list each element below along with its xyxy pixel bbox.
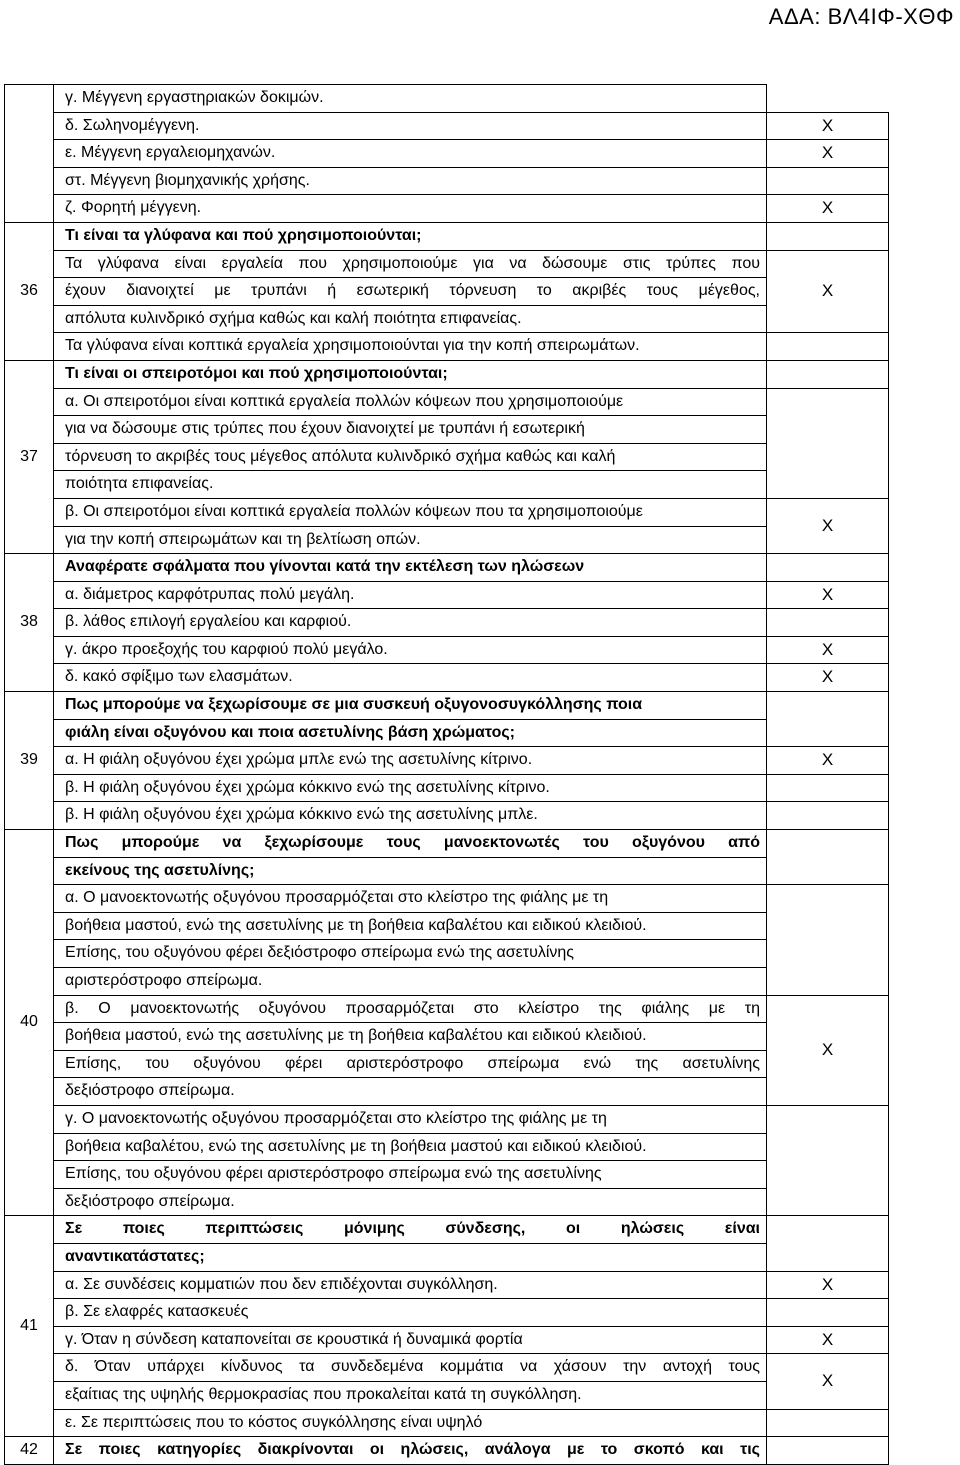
answer-line: β. Η φιάλη οξυγόνου έχει χρώμα κόκκινο ενώ της ασετυλίνης μπλε. <box>65 806 538 824</box>
correct-answer-mark: Χ <box>767 636 889 664</box>
answer-line: ε. Σε περιπτώσεις που το κόστος συγκόλλησης είναι υψηλό <box>65 1413 483 1431</box>
table-row <box>5 1078 889 1106</box>
table-row <box>5 719 889 747</box>
table-row <box>5 1354 889 1382</box>
table-row <box>5 1271 889 1299</box>
answer-text <box>54 250 767 278</box>
answer-line: στ. Μέγγενη βιομηχανικής χρήσης. <box>65 171 310 189</box>
answer-line: Επίσης, του οξυγόνου φέρει αριστερόστροφο σπείρωμα ενώ της ασετυλίνης <box>65 1054 760 1072</box>
table-row <box>5 112 889 140</box>
table-row <box>5 360 889 388</box>
table-row <box>5 1216 889 1244</box>
table-row <box>5 222 889 250</box>
question-text <box>54 857 767 885</box>
answer-line: απόλυτα κυλινδρικό σχήμα καθώς και καλή ποιότητα επιφανείας. <box>65 309 522 327</box>
answer-text <box>54 388 767 416</box>
table-row <box>5 1381 889 1409</box>
answer-text <box>54 774 767 802</box>
answer-text <box>54 85 767 113</box>
table-row <box>5 995 889 1023</box>
answer-line: γ. Μέγγενη εργαστηριακών δοκιμών. <box>65 89 324 106</box>
table-row <box>5 250 889 278</box>
answer-line: ποιότητα επιφανείας. <box>65 475 214 493</box>
answer-text <box>54 140 767 168</box>
table-row <box>5 1299 889 1327</box>
correct-answer-mark: Χ <box>767 747 889 775</box>
correct-answer-mark: Χ <box>767 1354 889 1409</box>
question-line: εκείνους της ασετυλίνης; <box>65 861 255 879</box>
answer-line: Επίσης, του οξυγόνου φέρει δεξιόστροφο σπείρωμα ενώ της ασετυλίνης <box>65 944 574 962</box>
answer-line: αριστερόστροφο σπείρωμα. <box>65 972 263 989</box>
table-row <box>5 857 889 885</box>
table-row <box>5 609 889 637</box>
table-row <box>5 1105 889 1133</box>
table-row <box>5 305 889 333</box>
answer-text <box>54 305 767 333</box>
table-row <box>5 278 889 306</box>
correct-answer-mark: Χ <box>767 112 889 140</box>
correct-answer-mark <box>767 830 889 885</box>
answer-line: δ. Σωληνομέγγενη. <box>65 116 200 134</box>
correct-answer-mark <box>767 554 889 582</box>
table-row <box>5 333 889 361</box>
answer-line: β. Η φιάλη οξυγόνου έχει χρώμα κόκκινο ενώ της ασετυλίνης κίτρινο. <box>65 778 550 796</box>
question-number: 37 <box>5 360 54 553</box>
correct-answer-mark <box>767 360 889 388</box>
table-row <box>5 1188 889 1216</box>
table-row <box>5 471 889 499</box>
table-row <box>5 526 889 554</box>
answer-text <box>54 1354 767 1382</box>
table-row <box>5 830 889 858</box>
question-line: αναντικατάστατες; <box>65 1247 205 1265</box>
answer-line: δ. Όταν υπάρχει κίνδυνος τα συνδεδεμένα κομμάτια να χάσουν την αντοχή τους <box>65 1358 760 1376</box>
answer-text <box>54 1326 767 1354</box>
answer-line: τόρνευση το ακριβές τους μέγεθος απόλυτα κυλινδρικό σχήμα καθώς και καλή <box>65 447 616 465</box>
question-line: Τι είναι τα γλύφανα και πού χρησιμοποιούνται; <box>65 226 422 244</box>
question-text <box>54 360 767 388</box>
answer-text <box>54 1133 767 1161</box>
answer-text <box>54 802 767 830</box>
table-row <box>5 940 889 968</box>
question-line: Πως μπορούμε να ξεχωρίσουμε σε μια συσκευή οξυγονοσυγκόλλησης ποια <box>65 696 643 714</box>
answer-line: Τα γλύφανα είναι κοπτικά εργαλεία χρησιμοποιούνται για την κοπή σπειρωμάτων. <box>65 337 640 355</box>
answer-text <box>54 416 767 444</box>
question-number: 39 <box>5 692 54 830</box>
answer-line: βοήθεια καβαλέτου, ενώ της ασετυλίνης με τη βοήθεια μαστού και ειδικού κλειδιού. <box>65 1137 647 1155</box>
question-text <box>54 1243 767 1271</box>
answer-text <box>54 609 767 637</box>
answer-text <box>54 1078 767 1106</box>
correct-answer-mark: Χ <box>767 498 889 553</box>
answer-text <box>54 333 767 361</box>
table-row <box>5 140 889 168</box>
answer-line: ε. Μέγγενη εργαλειομηχανών. <box>65 144 276 162</box>
answer-line: α. Ο μανοεκτονωτής οξυγόνου προσαρμόζεται στο κλείστρο της φιάλης με τη <box>65 889 609 907</box>
answer-line: δ. κακό σφίξιμο των ελασμάτων. <box>65 668 293 686</box>
answer-text <box>54 1161 767 1189</box>
correct-answer-mark <box>767 1105 889 1215</box>
table-row <box>5 167 889 195</box>
answer-line: δεξιόστροφο σπείρωμα. <box>65 1082 235 1100</box>
table-row <box>5 912 889 940</box>
answer-text <box>54 747 767 775</box>
answer-text <box>54 968 767 996</box>
table-row <box>5 664 889 692</box>
answer-line: δεξιόστροφο σπείρωμα. <box>65 1192 235 1210</box>
answer-line: για να δώσουμε στις τρύπες που έχουν διανοιχτεί με τρυπάνι ή εσωτερική <box>65 420 585 438</box>
question-line: Τι είναι οι σπειροτόμοι και πού χρησιμοποιούνται; <box>65 364 448 382</box>
table-row <box>5 1133 889 1161</box>
table-row <box>5 1437 889 1465</box>
table-row <box>5 774 889 802</box>
correct-answer-mark <box>767 222 889 250</box>
correct-answer-mark: Χ <box>767 995 889 1105</box>
answer-text <box>54 526 767 554</box>
question-text <box>54 1216 767 1244</box>
question-line: Πως μπορούμε να ξεχωρίσουμε τους μανοεκτονωτές του οξυγόνου από <box>65 834 760 852</box>
answer-line: γ. Όταν η σύνδεση καταπονείται σε κρουστικά ή δυναμικά φορτία <box>65 1330 523 1348</box>
correct-answer-mark <box>767 692 889 747</box>
answer-text <box>54 1050 767 1078</box>
table-row <box>5 1161 889 1189</box>
document-code-header: ΑΔΑ: ΒΛ4ΙΦ-ΧΘΦ <box>768 4 954 29</box>
correct-answer-mark <box>767 1216 889 1271</box>
answer-line: β. Ο μανοεκτονωτής οξυγόνου προσαρμόζεται στο κλείστρο της φιάλης με τη <box>65 999 760 1017</box>
answer-text <box>54 112 767 140</box>
answer-text <box>54 471 767 499</box>
answer-line: για την κοπή σπειρωμάτων και τη βελτίωση οπών. <box>65 530 421 548</box>
answer-line: βοήθεια μαστού, ενώ της ασετυλίνης με τη βοήθεια καβαλέτου και ειδικού κλειδιού. <box>65 916 647 934</box>
question-number: 42 <box>5 1437 54 1465</box>
answer-text <box>54 1381 767 1409</box>
question-line: Αναφέρατε σφάλματα που γίνονται κατά την εκτέλεση των ηλώσεων <box>65 558 585 576</box>
question-number: 36 <box>5 222 54 360</box>
table-row <box>5 416 889 444</box>
table-row <box>5 443 889 471</box>
table-row <box>5 85 889 113</box>
table-row <box>5 692 889 720</box>
correct-answer-mark: Χ <box>767 1326 889 1354</box>
question-text <box>54 1437 767 1465</box>
table-row <box>5 1050 889 1078</box>
correct-answer-mark <box>767 774 889 802</box>
table-row <box>5 1243 889 1271</box>
correct-answer-mark <box>767 1299 889 1327</box>
answer-line: β. Οι σπειροτόμοι είναι κοπτικά εργαλεία πολλών κόψεων που τα χρησιμοποιούμε <box>65 502 643 520</box>
answer-text <box>54 664 767 692</box>
table-row <box>5 1023 889 1051</box>
answer-text <box>54 1409 767 1437</box>
table-row <box>5 195 889 223</box>
answer-text <box>54 1271 767 1299</box>
question-number: 41 <box>5 1216 54 1437</box>
answer-text <box>54 278 767 306</box>
answer-text <box>54 1299 767 1327</box>
answer-text <box>54 912 767 940</box>
correct-answer-mark <box>767 1409 889 1437</box>
table-row <box>5 802 889 830</box>
correct-answer-mark <box>767 885 889 995</box>
correct-answer-mark: Χ <box>767 250 889 333</box>
answer-line: β. λάθος επιλογή εργαλείου και καρφιού. <box>65 613 352 631</box>
correct-answer-mark <box>767 1437 889 1465</box>
answer-text <box>54 885 767 913</box>
correct-answer-mark: Χ <box>767 664 889 692</box>
answer-line: α. Σε συνδέσεις κομματιών που δεν επιδέχονται συγκόλληση. <box>65 1275 498 1293</box>
answer-text <box>54 167 767 195</box>
answer-line: Τα γλύφανα είναι εργαλεία που χρησιμοποιούμε για να δώσουμε στις τρύπες που <box>65 254 760 272</box>
correct-answer-mark <box>767 333 889 361</box>
answer-text <box>54 940 767 968</box>
table-row <box>5 636 889 664</box>
question-line: φιάλη είναι οξυγόνου και ποια ασετυλίνης βάση χρώματος; <box>65 723 515 741</box>
answer-line: α. Οι σπειροτόμοι είναι κοπτικά εργαλεία πολλών κόψεων που χρησιμοποιούμε <box>65 392 624 410</box>
answer-line: γ. Ο μανοεκτονωτής οξυγόνου προσαρμόζεται στο κλείστρο της φιάλης με τη <box>65 1109 607 1127</box>
answer-line: βοήθεια μαστού, ενώ της ασετυλίνης με τη βοήθεια καβαλέτου και ειδικού κλειδιού. <box>65 1027 647 1045</box>
answer-text <box>54 443 767 471</box>
answer-line: α. Η φιάλη οξυγόνου έχει χρώμα μπλε ενώ της ασετυλίνης κίτρινο. <box>65 751 533 769</box>
question-line: Σε ποιες κατηγορίες διακρίνονται οι ηλώσεις, ανάλογα με το σκοπό και τις <box>65 1441 760 1459</box>
answer-text <box>54 1105 767 1133</box>
answer-text <box>54 1188 767 1216</box>
question-number: 40 <box>5 830 54 1216</box>
table-row <box>5 968 889 996</box>
question-number: 38 <box>5 554 54 692</box>
table-row <box>5 1326 889 1354</box>
table-row <box>5 1409 889 1437</box>
question-text <box>54 554 767 582</box>
table-row <box>5 388 889 416</box>
answer-text <box>54 195 767 223</box>
answer-line: γ. άκρο προεξοχής του καρφιού πολύ μεγάλο. <box>65 640 388 658</box>
correct-answer-mark <box>767 167 889 195</box>
table-row <box>5 554 889 582</box>
answer-line: Επίσης, του οξυγόνου φέρει αριστερόστροφο σπείρωμα ενώ της ασετυλίνης <box>65 1165 602 1183</box>
question-text <box>54 719 767 747</box>
answer-line: εξαίτιας της υψηλής θερμοκρασίας που προκαλείται κατά τη συγκόλληση. <box>65 1385 582 1403</box>
table-row <box>5 747 889 775</box>
correct-answer-mark <box>767 609 889 637</box>
correct-answer-mark: Χ <box>767 195 889 223</box>
correct-answer-mark <box>767 802 889 830</box>
answer-text <box>54 581 767 609</box>
table-row <box>5 498 889 526</box>
answer-line: έχουν διανοιχτεί με τρυπάνι ή εσωτερική τόρνευση το ακριβές τους μέγεθος, <box>65 282 760 300</box>
question-text <box>54 692 767 720</box>
question-number <box>5 85 54 223</box>
correct-answer-mark <box>767 388 889 498</box>
answer-line: α. διάμετρος καρφότρυπας πολύ μεγάλη. <box>65 585 355 603</box>
answer-line: β. Σε ελαφρές κατασκευές <box>65 1303 249 1321</box>
correct-answer-mark: Χ <box>767 581 889 609</box>
answer-line: ζ. Φορητή μέγγενη. <box>65 199 202 217</box>
correct-answer-mark: Χ <box>767 1271 889 1299</box>
answer-text <box>54 995 767 1023</box>
table-row <box>5 885 889 913</box>
question-line: Σε ποιες περιπτώσεις μόνιμης σύνδεσης, οι ηλώσεις είναι <box>65 1220 760 1238</box>
answer-text <box>54 1023 767 1051</box>
correct-answer-mark: Χ <box>767 140 889 168</box>
table-row <box>5 581 889 609</box>
answer-text <box>54 498 767 526</box>
question-text <box>54 830 767 858</box>
answer-text <box>54 636 767 664</box>
questions-answer-table <box>4 84 889 1465</box>
question-text <box>54 222 767 250</box>
